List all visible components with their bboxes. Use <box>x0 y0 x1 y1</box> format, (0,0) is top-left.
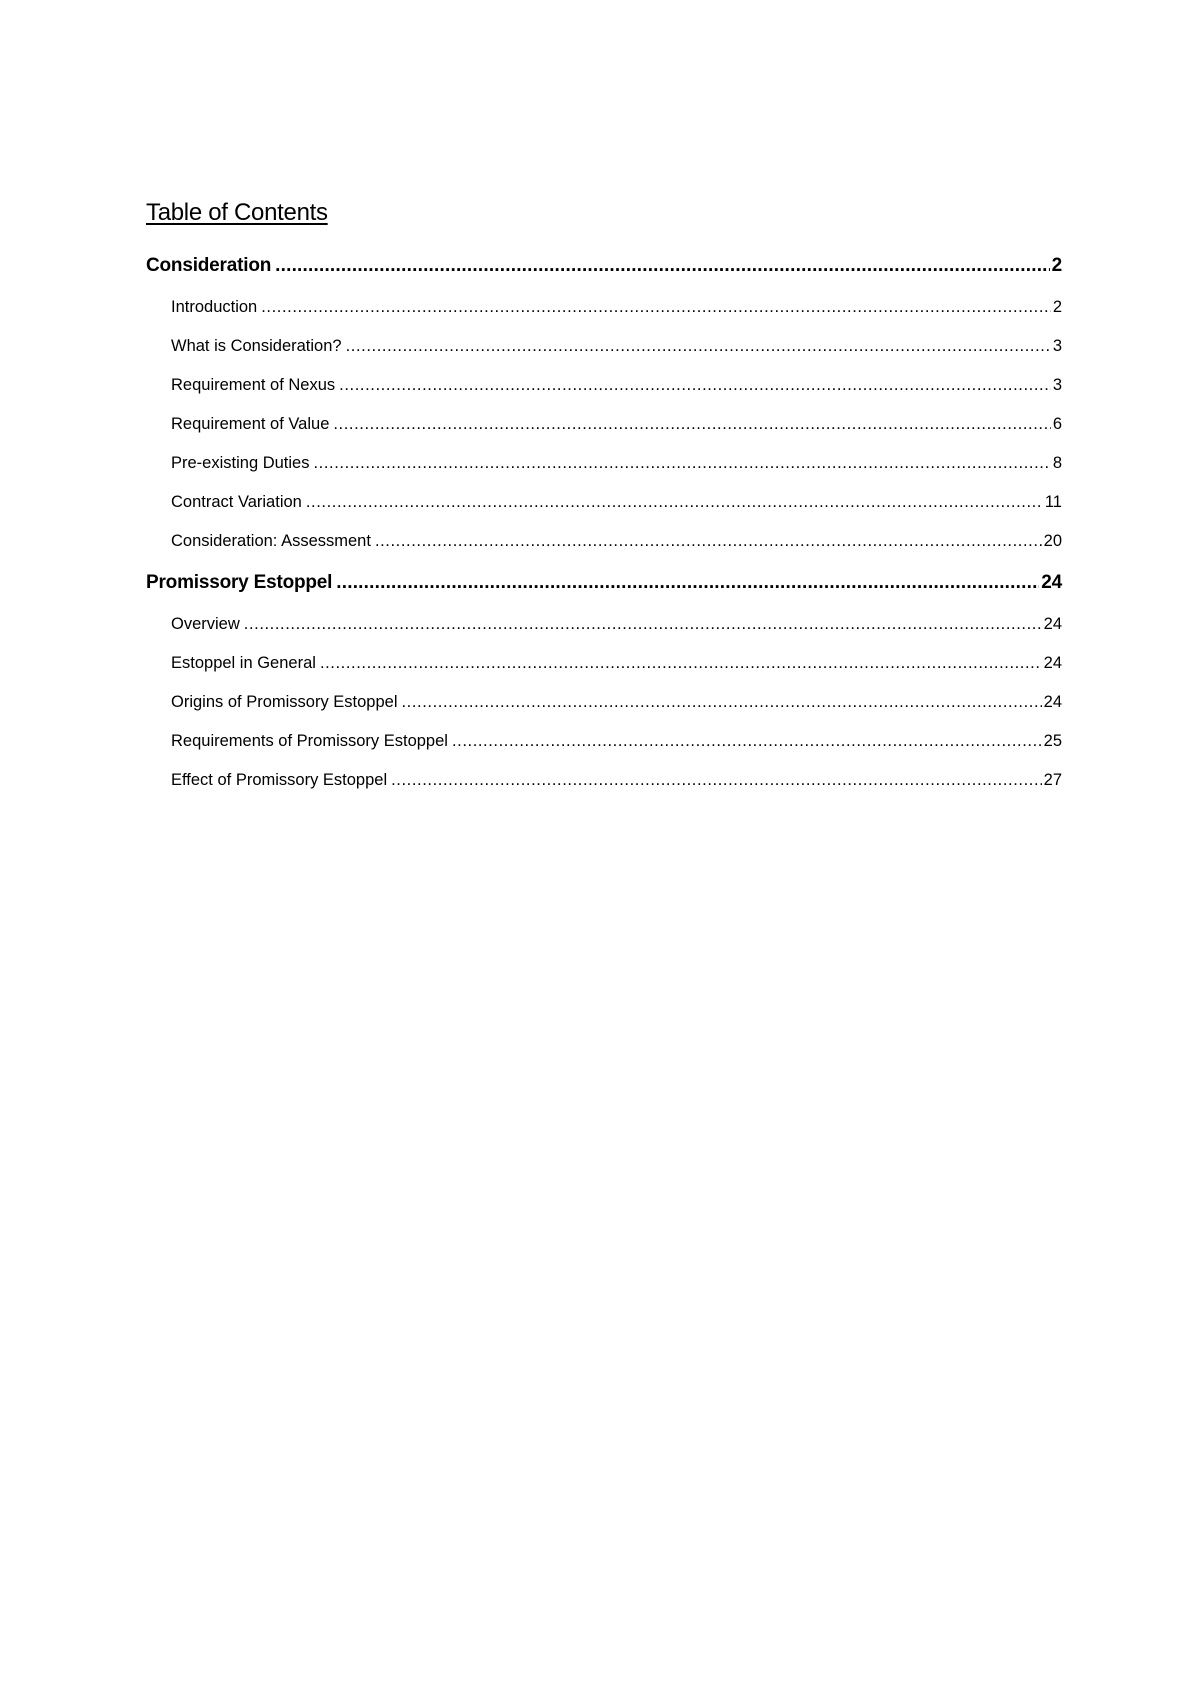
dot-leader <box>346 327 1051 366</box>
toc-entry-pre-existing-duties[interactable] <box>146 444 1062 483</box>
dot-leader <box>336 561 1039 605</box>
toc-entry-what-is-consideration[interactable] <box>146 327 1062 366</box>
toc-entry-label: Consideration: Assessment <box>171 532 371 550</box>
toc-page-number: 11 <box>1044 493 1062 511</box>
toc-entry-label: Origins of Promissory Estoppel <box>171 693 398 711</box>
dot-leader <box>320 644 1042 683</box>
toc-entry-introduction[interactable] <box>146 288 1062 327</box>
table-of-contents <box>146 196 1062 800</box>
toc-page-number: 2 <box>1052 298 1062 316</box>
toc-section-promissory-estoppel[interactable] <box>146 561 1062 605</box>
toc-page-number: 20 <box>1043 532 1062 550</box>
toc-entry-estoppel-in-general[interactable] <box>146 644 1062 683</box>
toc-page-number: 27 <box>1043 771 1062 789</box>
dot-leader <box>333 405 1050 444</box>
dot-leader <box>452 722 1042 761</box>
dot-leader <box>339 366 1051 405</box>
toc-page-number: 25 <box>1043 732 1062 750</box>
toc-entry-label: Introduction <box>171 298 258 316</box>
toc-page-number: 8 <box>1052 454 1062 472</box>
toc-section-consideration[interactable] <box>146 244 1062 288</box>
toc-entry-label: Requirements of Promissory Estoppel <box>171 732 448 750</box>
dot-leader <box>261 288 1051 327</box>
toc-page-number: 2 <box>1051 255 1062 276</box>
toc-entry-label: Pre-existing Duties <box>171 454 310 472</box>
dot-leader <box>244 605 1042 644</box>
toc-entry-label: Promissory Estoppel <box>146 572 333 593</box>
dot-leader <box>306 483 1043 522</box>
dot-leader <box>275 244 1049 288</box>
toc-page-number: 3 <box>1052 376 1062 394</box>
dot-leader <box>313 444 1050 483</box>
toc-entry-label: Estoppel in General <box>171 654 316 672</box>
toc-entry-label: Overview <box>171 615 240 633</box>
toc-entry-label: Consideration <box>146 255 272 276</box>
toc-page-number: 24 <box>1043 615 1062 633</box>
toc-entry-requirement-of-value[interactable] <box>146 405 1062 444</box>
toc-entry-label: Contract Variation <box>171 493 302 511</box>
toc-page-number: 6 <box>1052 415 1062 433</box>
toc-entry-requirements-of-promissory-estoppel[interactable] <box>146 722 1062 761</box>
toc-entry-requirement-of-nexus[interactable] <box>146 366 1062 405</box>
toc-title: Table of Contents <box>146 199 328 226</box>
toc-entry-label: Requirement of Nexus <box>171 376 336 394</box>
dot-leader <box>375 522 1042 561</box>
toc-entry-contract-variation[interactable] <box>146 483 1062 522</box>
toc-page-number: 3 <box>1052 337 1062 355</box>
dot-leader <box>402 683 1042 722</box>
toc-entry-label: Requirement of Value <box>171 415 330 433</box>
toc-page-number: 24 <box>1041 572 1062 593</box>
toc-entry-overview[interactable] <box>146 605 1062 644</box>
toc-entry-label: Effect of Promissory Estoppel <box>171 771 388 789</box>
toc-page-number: 24 <box>1043 693 1062 711</box>
dot-leader <box>391 761 1042 800</box>
toc-entry-consideration-assessment[interactable] <box>146 522 1062 561</box>
toc-entry-label: What is Consideration? <box>171 337 342 355</box>
toc-entry-effect-of-promissory-estoppel[interactable] <box>146 761 1062 800</box>
toc-entry-origins-of-promissory-estoppel[interactable] <box>146 683 1062 722</box>
toc-page-number: 24 <box>1043 654 1062 672</box>
